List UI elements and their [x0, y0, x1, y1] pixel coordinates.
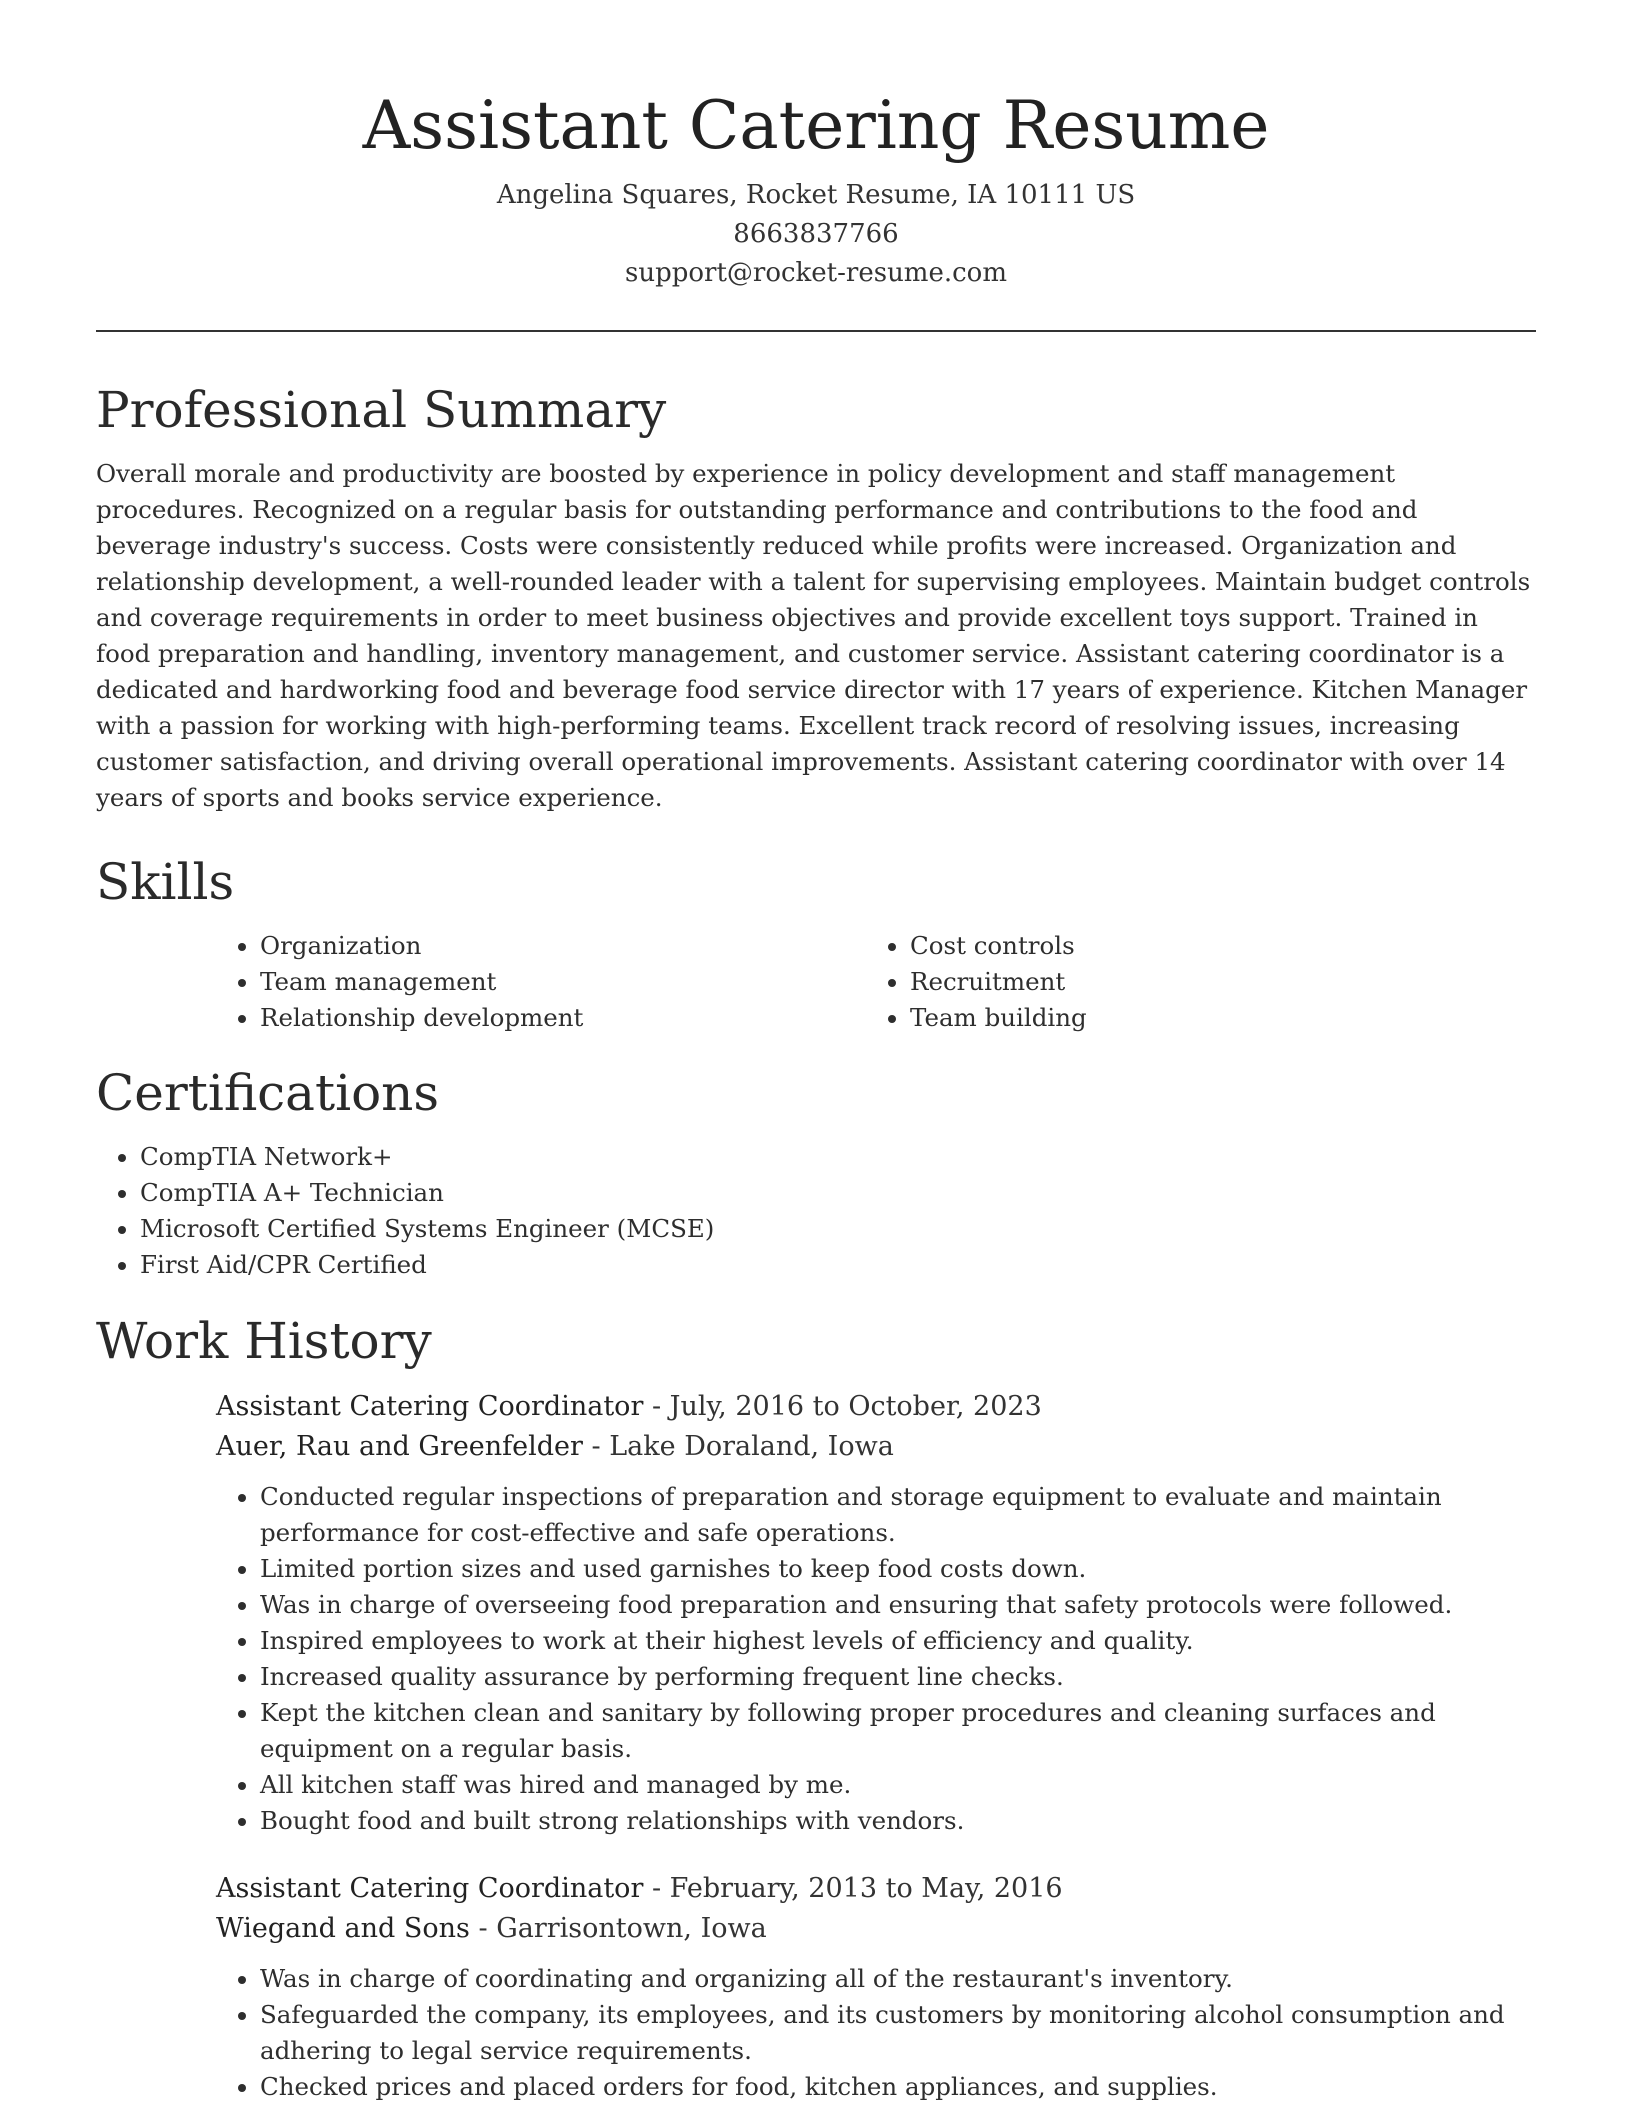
job-company: Wiegand and Sons [216, 1913, 470, 1944]
skills-grid [216, 928, 1536, 1036]
list-item: • Team management [260, 964, 866, 1000]
job-dates: February, 2013 to May, 2016 [669, 1873, 1063, 1904]
list-item: • Kept the kitchen clean and sanitary by following proper procedures and cleaning surfaces and equipment on a regular basis. [260, 1695, 1536, 1767]
skills-list-left [216, 928, 866, 1036]
job-bullets [216, 1479, 1536, 1839]
list-item: • Bought food and built strong relationships with vendors. [260, 1803, 1536, 1839]
job-title-line [216, 1869, 1536, 1909]
list-item: • Limited portion sizes and used garnishes to keep food costs down. [260, 1551, 1536, 1587]
job-company: Auer, Rau and Greenfelder [216, 1431, 583, 1462]
job-bullets [216, 1961, 1536, 2105]
list-item: • Cost controls [910, 928, 1516, 964]
list-item: • Checked prices and placed orders for food, kitchen appliances, and supplies. [260, 2069, 1536, 2105]
job-location: Garrisontown, Iowa [496, 1913, 767, 1944]
contact-phone: 8663837766 [733, 219, 899, 249]
list-item: • Was in charge of overseeing food preparation and ensuring that safety protocols were followed. [260, 1587, 1536, 1623]
list-item: • Relationship development [260, 1000, 866, 1036]
header-divider [96, 330, 1536, 332]
separator: - [469, 1913, 497, 1944]
job-entry [216, 1387, 1536, 1839]
contact-email: support@rocket-resume.com [624, 258, 1007, 288]
list-item: • Safeguarded the company, its employees, and its customers by monitoring alcohol consumption and adhering to legal service requirements. [260, 1997, 1536, 2069]
list-item: • Inspired employees to work at their highest levels of efficiency and quality. [260, 1623, 1536, 1659]
list-item: • CompTIA Network+ [140, 1139, 1536, 1175]
separator: - [582, 1431, 610, 1462]
skills-column-left [216, 928, 866, 1036]
contact-address: Angelina Squares, Rocket Resume, IA 10111 US [496, 180, 1136, 210]
separator: - [643, 1873, 670, 1904]
list-item: • Microsoft Certified Systems Engineer (MCSE) [140, 1211, 1536, 1247]
page-title: Assistant Catering Resume [362, 87, 1270, 164]
list-item: • Was in charge of coordinating and organizing all of the restaurant's inventory. [260, 1961, 1536, 1997]
list-item: • Organization [260, 928, 866, 964]
list-item: • Increased quality assurance by performing frequent line checks. [260, 1659, 1536, 1695]
job-company-line [216, 1427, 1536, 1467]
job-company-line [216, 1909, 1536, 1949]
summary-section [96, 378, 1536, 816]
job-dates: July, 2016 to October, 2023 [669, 1391, 1042, 1422]
list-item: • First Aid/CPR Certified [140, 1247, 1536, 1283]
resume-page [96, 0, 1536, 2101]
summary-text: Overall morale and productivity are boosted by experience in policy development and staff management procedures. Recognized on a regular basis for outstanding performance and contributions to the food and beverage industry's success. Costs were consistently reduced while profits were increased. Organization and relationship development, a well-rounded leader with a talent for supervising employees. Maintain budget controls and coverage requirements in order to meet business objectives and provide excellent toys support. Trained in food preparation and handling, inventory management, and customer service. Assistant catering coordinator is a dedicated and hardworking food and beverage food service director with 17 years of experience. Kitchen Manager with a passion for working with high-performing teams. Excellent track record of resolving issues, increasing customer satisfaction, and driving overall operational improvements. Assistant catering coordinator with over 14 years of sports and books service experience. [96, 459, 1531, 812]
separator: - [643, 1391, 670, 1422]
list-item: • Recruitment [910, 964, 1516, 1000]
job-title-line [216, 1387, 1536, 1427]
resume-header [96, 0, 1536, 332]
job-title: Assistant Catering Coordinator [216, 1873, 644, 1904]
skills-heading: Skills [96, 853, 235, 911]
certifications-heading: Certifications [96, 1064, 440, 1122]
certifications-section [96, 1061, 1536, 1283]
skills-list-right [866, 928, 1516, 1036]
work-history-heading: Work History [96, 1312, 432, 1370]
list-item: • Team building [910, 1000, 1516, 1036]
list-item: • CompTIA A+ Technician [140, 1175, 1536, 1211]
contact-info [96, 176, 1536, 293]
summary-heading: Professional Summary [96, 381, 667, 439]
skills-column-right [866, 928, 1516, 1036]
job-title: Assistant Catering Coordinator [216, 1391, 644, 1422]
certifications-list [96, 1139, 1536, 1283]
skills-section [96, 850, 1536, 1036]
job-entry [216, 1869, 1536, 2105]
work-history-section [96, 1309, 1536, 2105]
job-location: Lake Doraland, Iowa [609, 1431, 894, 1462]
list-item: • Conducted regular inspections of preparation and storage equipment to evaluate and maintain performance for cost-effective and safe operations. [260, 1479, 1536, 1551]
list-item: • All kitchen staff was hired and managed by me. [260, 1767, 1536, 1803]
